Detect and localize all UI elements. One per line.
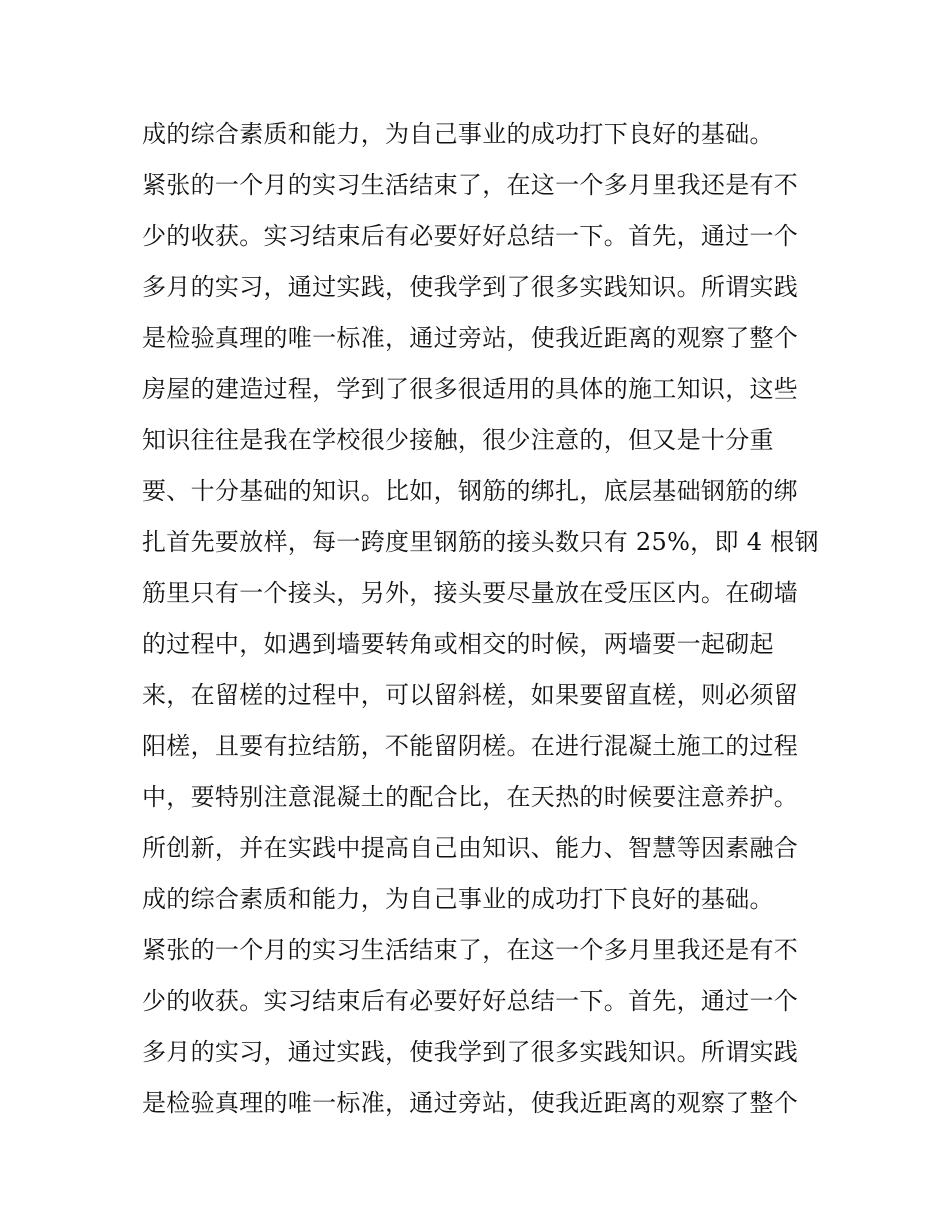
- text-line: 的过程中，如遇到墙要转角或相交的时候，两墙要一起砌起: [142, 630, 774, 658]
- text-line: 来，在留槎的过程中，可以留斜槎，如果要留直槎，则必须留: [142, 681, 799, 709]
- text-line: 中，要特别注意混凝土的配合比，在天热的时候要注意养护。: [142, 783, 799, 811]
- text-line: 要、十分基础的知识。比如，钢筋的绑扎，底层基础钢筋的绑: [142, 477, 799, 505]
- text-line: 多月的实习，通过实践，使我学到了很多实践知识。所谓实践: [142, 1038, 799, 1066]
- text-line: 房屋的建造过程，学到了很多很适用的具体的施工知识，这些: [142, 375, 799, 403]
- text-line: 筋里只有一个接头，另外，接头要尽量放在受压区内。在砌墙: [142, 579, 799, 607]
- text-line: 阳槎，且要有拉结筋，不能留阴槎。在进行混凝土施工的过程: [142, 732, 799, 760]
- text-line: 成的综合素质和能力，为自己事业的成功打下良好的基础。: [142, 885, 774, 913]
- text-line: 扎首先要放样，每一跨度里钢筋的接头数只有 25%，即 4 根钢: [142, 528, 819, 556]
- text-line: 所创新，并在实践中提高自己由知识、能力、智慧等因素融合: [142, 834, 799, 862]
- text-line: 紧张的一个月的实习生活结束了，在这一个多月里我还是有不: [142, 171, 799, 199]
- text-line: 是检验真理的唯一标准，通过旁站，使我近距离的观察了整个: [142, 1089, 799, 1117]
- text-line: 少的收获。实习结束后有必要好好总结一下。首先，通过一个: [142, 222, 799, 250]
- text-line: 紧张的一个月的实习生活结束了，在这一个多月里我还是有不: [142, 936, 799, 964]
- text-line: 知识往往是我在学校很少接触，很少注意的，但又是十分重: [142, 426, 774, 454]
- body-text: [142, 109, 822, 1129]
- text-line: 是检验真理的唯一标准，通过旁站，使我近距离的观察了整个: [142, 324, 799, 352]
- text-line: 多月的实习，通过实践，使我学到了很多实践知识。所谓实践: [142, 273, 799, 301]
- text-line: 成的综合素质和能力，为自己事业的成功打下良好的基础。: [142, 120, 774, 148]
- text-line: 少的收获。实习结束后有必要好好总结一下。首先，通过一个: [142, 987, 799, 1015]
